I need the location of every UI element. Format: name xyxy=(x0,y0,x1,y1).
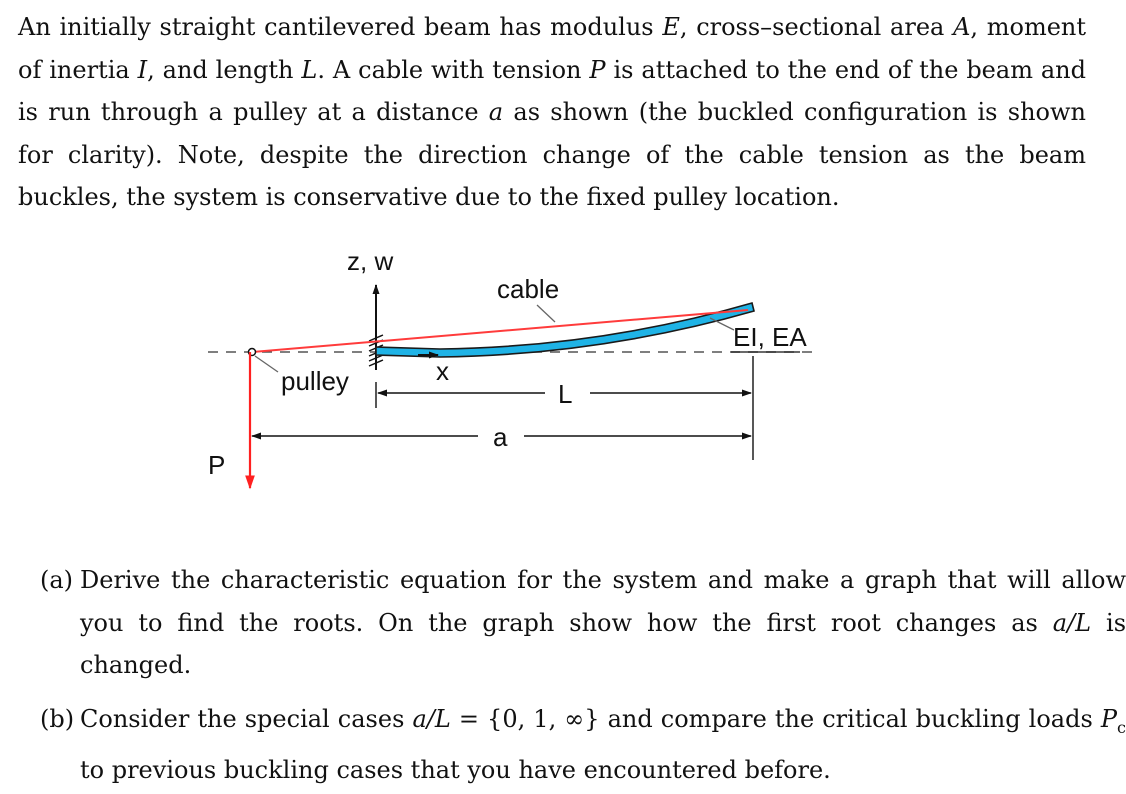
part-a-text-1: Derive the characteristic equation for the system and make a graph that will allow you to find the roots. On the graph show how the first root changes as xyxy=(80,566,1126,637)
question-part-b xyxy=(40,698,1126,792)
math-L: L xyxy=(301,55,318,84)
part-b-ratio: a/L xyxy=(412,705,451,733)
intro-text-2: , cross–sectional area xyxy=(679,13,954,41)
cable-label: cable xyxy=(497,274,560,304)
axis-label-z-w: z, w xyxy=(347,246,394,276)
x-axis-label: x xyxy=(436,356,449,386)
math-I: I xyxy=(137,55,148,84)
part-b-text-1: Consider the special cases xyxy=(80,705,413,733)
distance-label: a xyxy=(493,422,508,452)
math-Pc: P xyxy=(1100,705,1118,733)
beam xyxy=(376,303,754,357)
math-P: P xyxy=(589,55,606,84)
intro-text-1: An initially straight cantilevered beam has modulus xyxy=(18,13,663,41)
part-b-text-3: to previous buckling cases that you have encountered before. xyxy=(80,756,831,785)
part-a-ratio: a/L xyxy=(1052,608,1092,637)
length-label: L xyxy=(558,379,573,409)
intro-text-6: is attached to the end of the beam and is run through a pulley at a distance xyxy=(18,55,1086,127)
question-part-a xyxy=(40,559,1126,687)
cable-leader xyxy=(537,305,555,322)
load-label: P xyxy=(208,450,226,480)
beam-properties-label: EI, EA xyxy=(733,322,807,352)
part-b-text-2: = {0, 1, ∞} and compare the critical buckling loads xyxy=(450,705,1101,733)
part-b-tag: (b) xyxy=(40,705,75,733)
pulley-leader xyxy=(255,356,278,372)
math-E: E xyxy=(662,13,680,41)
math-Pc-subscript: c xyxy=(1117,717,1126,737)
part-a-tag: (a) xyxy=(40,566,74,594)
part-a-text-2: is changed. xyxy=(80,608,1126,680)
intro-text-7: as shown (the buckled configuration is shown for clarity). Note, despite the direction change of the cable tension as the beam buckles, the system is conservative due to the fixed pulley location. xyxy=(18,98,1086,212)
math-a: a xyxy=(488,98,504,127)
intro-text-4: , and length xyxy=(147,55,302,84)
math-A: A xyxy=(953,13,971,41)
intro-text-5: . A cable with tension xyxy=(317,55,590,84)
pulley-label: pulley xyxy=(281,366,349,396)
intro-text-3: , moment of inertia xyxy=(18,13,1087,84)
